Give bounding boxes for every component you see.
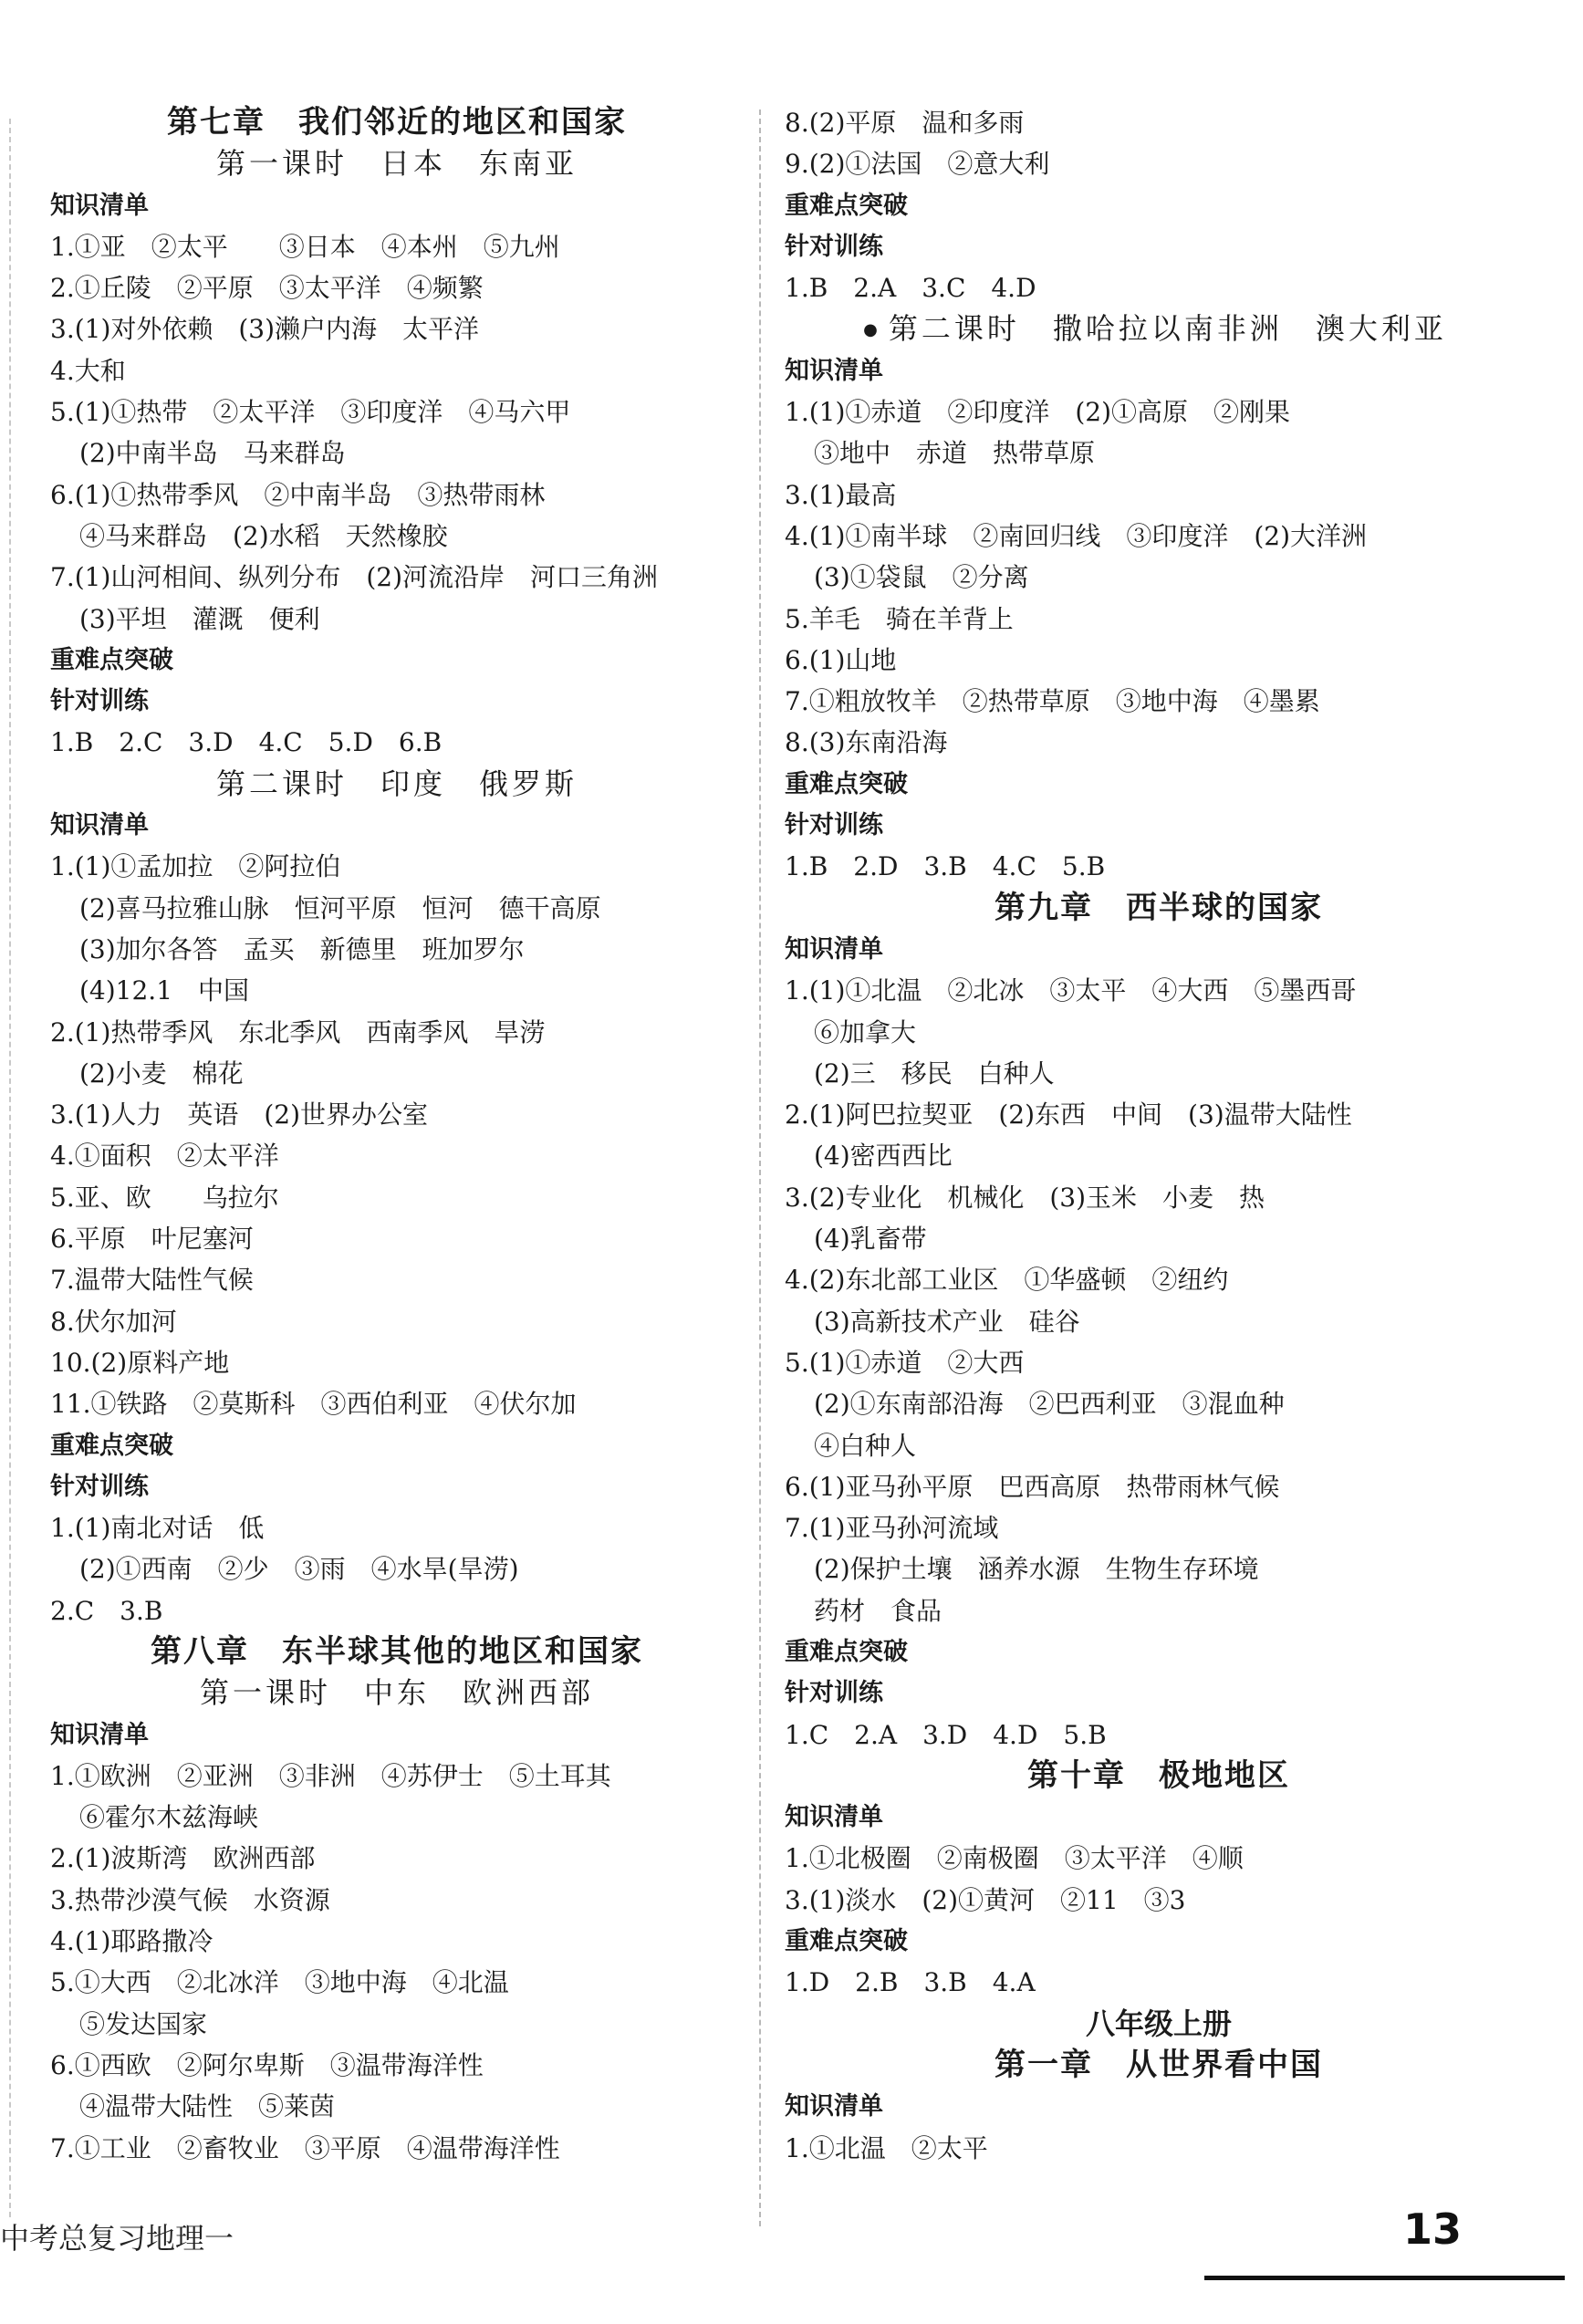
answer-line: 8.(2)平原 温和多雨 xyxy=(785,108,1025,138)
answer-line: 5.(1)①热带 ②太平洋 ③印度洋 ④马六甲 xyxy=(50,397,571,428)
answer-line: 1.①欧洲 ②亚洲 ③非洲 ④苏伊士 ⑤土耳其 xyxy=(50,1760,611,1791)
answer-line: 1.(1)①赤道 ②印度洋 (2)①高原 ②刚果 xyxy=(785,397,1291,428)
section-label: 重难点突破 xyxy=(785,1637,908,1666)
answer-line: 1.①亚 ②太平 ③日本 ④本州 ⑤九州 xyxy=(50,231,560,262)
answer-line: 1.(1)①北温 ②北冰 ③太平 ④大西 ⑤墨西哥 xyxy=(785,975,1357,1006)
answer-line-continued: ③地中 赤道 热带草原 xyxy=(814,438,1096,469)
answer-line: 1.B 2.C 3.D 4.C 5.D 6.B xyxy=(50,727,443,758)
answer-line-continued: (3)高新技术产业 硅谷 xyxy=(814,1306,1080,1337)
chapter-heading: 第七章 我们邻近的地区和国家 xyxy=(167,104,627,141)
answer-line-continued: (2)保护土壤 涵养水源 生物生存环境 xyxy=(814,1554,1259,1585)
section-label: 针对训练 xyxy=(50,687,149,716)
answer-line: 5.①大西 ②北冰洋 ③地中海 ④北温 xyxy=(50,1967,509,1998)
right-column xyxy=(785,102,1533,2169)
answer-line: 11.①铁路 ②莫斯科 ③西伯利亚 ④伏尔加 xyxy=(50,1389,577,1420)
answer-line: 5.(1)①赤道 ②大西 xyxy=(785,1347,1025,1378)
answer-line: 1.B 2.A 3.C 4.D xyxy=(785,273,1036,304)
grade-heading: 八年级上册 xyxy=(1085,2006,1232,2041)
lesson-heading: ● 第二课时 撒哈拉以南非洲 澳大利亚 xyxy=(785,308,1533,349)
lesson-heading: 第一课时 中东 欧洲西部 xyxy=(199,1675,594,1711)
answer-line-continued: (2)①西南 ②少 ③雨 ④水旱(旱涝) xyxy=(79,1554,519,1585)
answer-line-continued: ⑤发达国家 xyxy=(79,2008,208,2039)
answer-line: 3.(1)最高 xyxy=(785,479,897,510)
answer-line-continued: (2)①东南部沿海 ②巴西利亚 ③混血种 xyxy=(814,1389,1285,1420)
answer-line: 1.(1)南北对话 低 xyxy=(50,1513,265,1544)
answer-line-continued: 药材 食品 xyxy=(814,1595,943,1626)
section-label: 知识清单 xyxy=(50,811,149,840)
answer-line: 4.①面积 ②太平洋 xyxy=(50,1141,279,1172)
answer-line: 3.(1)淡水 (2)①黄河 ②11 ③3 xyxy=(785,1884,1186,1915)
answer-line-continued: (4)密西西比 xyxy=(814,1141,953,1172)
section-label: 针对训练 xyxy=(785,232,883,261)
answer-line: 4.(1)①南半球 ②南回归线 ③印度洋 (2)大洋洲 xyxy=(785,520,1368,551)
answer-line-continued: ⑥霍尔木兹海峡 xyxy=(79,1802,259,1833)
section-label: 针对训练 xyxy=(785,811,883,840)
answer-line: 4.大和 xyxy=(50,355,126,386)
answer-line: 2.(1)波斯湾 欧洲西部 xyxy=(50,1843,316,1874)
answer-line: 7.(1)山河相间、纵列分布 (2)河流沿岸 河口三角洲 xyxy=(50,562,659,593)
answer-line: 2.(1)阿巴拉契亚 (2)东西 中间 (3)温带大陆性 xyxy=(785,1099,1352,1131)
section-label: 重难点突破 xyxy=(785,1927,908,1956)
answer-line: 3.热带沙漠气候 水资源 xyxy=(50,1884,330,1915)
answer-line-continued: (4)乳畜带 xyxy=(814,1224,927,1255)
answer-line: 6.平原 叶尼塞河 xyxy=(50,1224,254,1255)
answer-line-continued: ④马来群岛 (2)水稻 天然橡胶 xyxy=(79,520,448,551)
answer-line: 9.(2)①法国 ②意大利 xyxy=(785,149,1050,180)
answer-line: 5.羊毛 骑在羊背上 xyxy=(785,603,1014,634)
section-label: 知识清单 xyxy=(785,934,883,964)
answer-line: 1.①北极圈 ②南极圈 ③太平洋 ④顺 xyxy=(785,1843,1244,1874)
answer-line: 1.(1)①孟加拉 ②阿拉伯 xyxy=(50,851,341,882)
answer-line: 3.(2)专业化 机械化 (3)玉米 小麦 热 xyxy=(785,1182,1265,1213)
answer-line: 1.C 2.A 3.D 4.D 5.B xyxy=(785,1719,1107,1750)
answer-line-continued: (3)平坦 灌溉 便利 xyxy=(79,603,320,634)
answer-line: 7.①工业 ②畜牧业 ③平原 ④温带海洋性 xyxy=(50,2132,560,2163)
column-divider xyxy=(759,109,761,2226)
answer-line-continued: ④白种人 xyxy=(814,1430,917,1461)
answer-line: 1.B 2.D 3.B 4.C 5.B xyxy=(785,851,1106,882)
section-label: 知识清单 xyxy=(50,1720,149,1749)
answer-line: 10.(2)原料产地 xyxy=(50,1347,230,1378)
section-label: 重难点突破 xyxy=(50,645,173,674)
section-label: 知识清单 xyxy=(50,191,149,220)
answer-line: 6.①西欧 ②阿尔卑斯 ③温带海洋性 xyxy=(50,2049,484,2080)
answer-line: 1.①北温 ②太平 xyxy=(785,2132,988,2163)
answer-line: 2.C 3.B xyxy=(50,1595,163,1626)
left-column xyxy=(50,102,744,2169)
chapter-heading: 第九章 西半球的国家 xyxy=(995,889,1323,926)
section-label: 知识清单 xyxy=(785,1803,883,1832)
answer-line: 2.(1)热带季风 东北季风 西南季风 旱涝 xyxy=(50,1016,546,1047)
answer-line: 2.①丘陵 ②平原 ③太平洋 ④频繁 xyxy=(50,273,484,304)
answer-line: 1.D 2.B 3.B 4.A xyxy=(785,1967,1036,1998)
binding-edge xyxy=(9,119,11,2217)
answer-line: 3.(1)对外依赖 (3)濑户内海 太平洋 xyxy=(50,314,480,345)
answer-line: 6.(1)亚马孙平原 巴西高原 热带雨林气候 xyxy=(785,1471,1280,1502)
chapter-heading: 第一章 从世界看中国 xyxy=(995,2046,1323,2083)
answer-line: 8.(3)东南沿海 xyxy=(785,727,948,758)
footer-book-title: 中考总复习地理一 xyxy=(0,2221,234,2256)
answer-line-continued: (2)中南半岛 马来群岛 xyxy=(79,438,346,469)
answer-line-continued: (3)加尔各答 孟买 新德里 班加罗尔 xyxy=(79,933,525,964)
chapter-heading: 第八章 东半球其他的地区和国家 xyxy=(151,1632,643,1670)
answer-line: 4.(2)东北部工业区 ①华盛顿 ②纽约 xyxy=(785,1265,1229,1296)
answer-line-continued: (2)喜马拉雅山脉 恒河平原 恒河 德干高原 xyxy=(79,892,601,923)
answer-line: 6.(1)①热带季风 ②中南半岛 ③热带雨林 xyxy=(50,479,546,510)
answer-line: 5.亚、欧 乌拉尔 xyxy=(50,1182,279,1213)
answer-line-continued: (3)①袋鼠 ②分离 xyxy=(814,562,1029,593)
answer-line-continued: ④温带大陆性 ⑤莱茵 xyxy=(79,2091,336,2122)
section-label: 重难点突破 xyxy=(785,191,908,220)
answer-line: 7.(1)亚马孙河流域 xyxy=(785,1513,999,1544)
answer-line: 3.(1)人力 英语 (2)世界办公室 xyxy=(50,1099,429,1131)
answer-line: 4.(1)耶路撒冷 xyxy=(50,1926,213,1957)
answer-line-continued: (4)12.1 中国 xyxy=(79,975,250,1006)
lesson-heading: 第二课时 印度 俄罗斯 xyxy=(215,766,578,801)
section-label: 重难点突破 xyxy=(50,1431,173,1460)
section-label: 知识清单 xyxy=(785,2092,883,2121)
answer-line-continued: ⑥加拿大 xyxy=(814,1016,917,1047)
section-label: 知识清单 xyxy=(785,356,883,385)
answer-line-continued: (2)三 移民 白种人 xyxy=(814,1058,1055,1089)
answer-line: 7.温带大陆性气候 xyxy=(50,1265,254,1296)
footer-rule xyxy=(1204,2276,1565,2280)
answer-line: 7.①粗放牧羊 ②热带草原 ③地中海 ④墨累 xyxy=(785,686,1320,717)
page-number: 13 xyxy=(1403,2204,1463,2254)
answer-line: 8.伏尔加河 xyxy=(50,1306,177,1337)
section-label: 针对训练 xyxy=(50,1472,149,1501)
chapter-heading: 第十章 极地地区 xyxy=(1027,1756,1290,1794)
section-label: 重难点突破 xyxy=(785,769,908,798)
answer-line: 6.(1)山地 xyxy=(785,644,897,675)
answer-line-continued: (2)小麦 棉花 xyxy=(79,1058,244,1089)
lesson-heading: 第一课时 日本 东南亚 xyxy=(215,146,578,182)
section-label: 针对训练 xyxy=(785,1679,883,1708)
